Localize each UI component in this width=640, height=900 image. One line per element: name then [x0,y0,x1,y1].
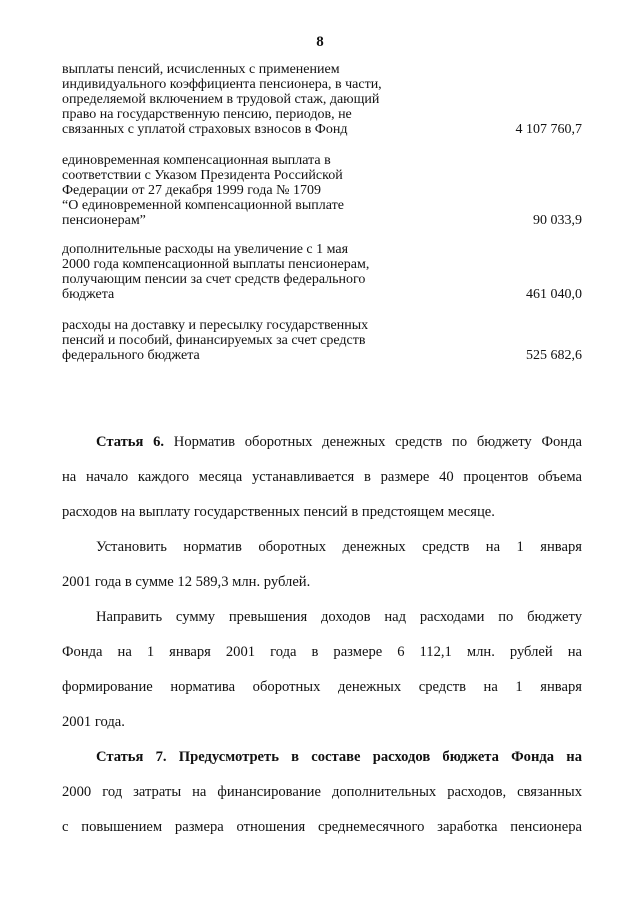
article-6-paragraph-2 [62,537,582,592]
item-line: федерального бюджета [62,348,200,363]
item-line: определяемой включением в трудовой стаж, дающий [62,92,380,107]
item-line: 2000 года компенсационной выплаты пенсионерам, [62,257,370,272]
item-line: соответствии с Указом Президента Российской [62,168,343,183]
item-line: бюджета [62,287,115,302]
article-6-paragraph-1 [62,432,582,522]
item-description [62,242,407,302]
page-number: 8 [316,34,324,50]
paragraph-line: с повышением размера отношения среднемесячного заработка пенсионера [62,819,582,835]
item-line: пенсионерам” [62,213,146,228]
expense-items-list [62,62,582,379]
item-line: пенсий и пособий, финансируемых за счет средств [62,333,366,348]
item-description [62,318,407,363]
article-7-heading: Статья 7. [96,749,167,765]
paragraph-text: Предусмотреть в составе расходов бюджета Фонда на [178,749,582,765]
item-line: право на государственную пенсию, периодов, не [62,107,352,122]
item-amount: 461 040,0 [526,287,582,302]
item-line: связанных с уплатой страховых взносов в Фонд [62,122,348,137]
item-description [62,62,407,137]
item-line: расходы на доставку и пересылку государственных [62,318,369,333]
article-7-paragraph [62,747,582,837]
paragraph-line: расходов на выплату государственных пенсий в предстоящем месяце. [62,504,495,520]
paragraph-line: 2000 год затраты на финансирование дополнительных расходов, связанных [62,784,582,800]
articles-body [62,432,582,852]
article-6-heading: Статья 6. [96,434,165,450]
paragraph-line: на начало каждого месяца устанавливается в размере 40 процентов объема [62,469,582,485]
paragraph-line: формирование норматива оборотных денежных средств на 1 января [62,679,582,695]
item-line: дополнительные расходы на увеличение с 1 мая [62,242,349,257]
paragraph-line: Направить сумму превышения доходов над расходами по бюджету [96,609,582,625]
paragraph-line: Фонда на 1 января 2001 года в размере 6 112,1 млн. рублей на [62,644,582,660]
item-amount: 525 682,6 [526,348,582,363]
item-description [62,153,407,228]
paragraph-line: 2001 года в сумме 12 589,3 млн. рублей. [62,574,311,590]
item-amount: 4 107 760,7 [515,122,582,137]
paragraph-line [62,747,582,767]
expense-item-additional-compensation [62,242,582,302]
item-line: получающим пенсии за счет средств федерального [62,272,366,287]
article-6-paragraph-3 [62,607,582,732]
paragraph-line [62,432,582,452]
expense-item-delivery-costs [62,318,582,363]
paragraph-text: Норматив оборотных денежных средств по бюджету Фонда [173,434,582,450]
expense-item-individual-coefficient [62,62,582,137]
item-line: Федерации от 27 декабря 1999 года № 1709 [62,183,321,198]
item-line: единовременная компенсационная выплата в [62,153,331,168]
item-line: выплаты пенсий, исчисленных с применением [62,62,340,77]
item-line: “О единовременной компенсационной выплате [62,198,344,213]
expense-item-lump-sum-payment [62,153,582,228]
item-line: индивидуального коэффициента пенсионера, в части, [62,77,382,92]
paragraph-line: Установить норматив оборотных денежных средств на 1 января [96,539,582,555]
item-amount: 90 033,9 [533,213,582,228]
paragraph-line: 2001 года. [62,714,125,730]
